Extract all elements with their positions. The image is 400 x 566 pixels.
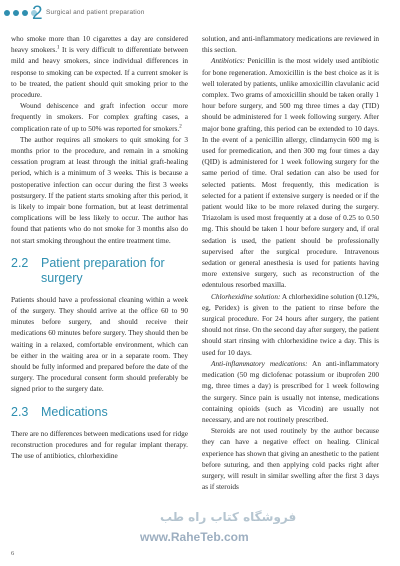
header-dot-icon	[4, 10, 10, 16]
header-dot-icon	[22, 10, 28, 16]
section-heading-2-2	[11, 256, 188, 286]
header-dot-icon	[13, 10, 19, 16]
citation: 1	[57, 45, 60, 51]
chapter-title: Surgical and patient preparation	[46, 9, 145, 16]
section-heading-2-3	[11, 405, 188, 420]
run-in-heading: Anti-inflammatory medications:	[211, 358, 308, 368]
chapter-number: 2	[32, 3, 43, 24]
running-header	[0, 0, 400, 26]
paragraph: There are no differences between medications used for ridge reconstruction procedures and for regular implant therapy. The use of antibiotics, chlorhexidine	[11, 428, 188, 461]
watermark-url: www.RaheTeb.com	[140, 530, 249, 544]
paragraph: Steroids are not used routinely by the author because they can have a negative effect on healing. Clinical experience has shown that giving an anesthetic to the patient before suturing, and then applying cold packs right after surgery, will result in similar swelling after the first 3 days as if steroids	[202, 426, 379, 492]
left-column	[11, 33, 188, 461]
paragraph: Chlorhexidine solution: A chlorhexidine solution (0.12%, eg, Peridex) is given to the patient to rinse before the surgical procedure. For 24 hours after surgery, the patient should not rinse. On the second day after surgery, the patient should start rinsing with chlorhexidine twice a day. This is used for 10 days.	[202, 291, 380, 357]
watermark-text: فروشگاه کتاب راه طب	[160, 510, 297, 524]
paragraph: Patients should have a professional cleaning within a week of the surgery. They should arrive at the office 60 to 90 minutes before surgery, and should receive their medications 60 minutes before surgery. They should then be waiting in a relaxed, comfortable environment, which can be either in the waiting area or in a separate room. They should be fully informed and prepared before the date of the surgery. The procedural consent form should preferably be signed prior to the surgery date.	[11, 294, 188, 394]
section-title: Patient preparation for surgery	[41, 255, 165, 285]
paragraph: solution, and anti-inflammatory medications are reviewed in this section.	[202, 34, 379, 55]
section-title: Medications	[41, 404, 108, 419]
section-number: 2.3	[11, 404, 29, 419]
right-column	[202, 33, 379, 492]
paragraph: Antibiotics: Penicillin is the most widely used antibiotic for bone regeneration. Amoxicillin is the best choice as it is well tolerated by patients, unlike amoxicillin clavulanic acid complex. Two grams of amoxicillin should be taken orally 1 hour before surgery, and 500 mg three times a day (TID) should be administered for 1 week following surgery. After major bone grafting, this period can be extended to 10 days. In the event of a penicillin allergy, clindamycin 600 mg is used for premedication, and then 300 mg four times a day (QID) is administered for 1 week following surgery for the same period of time. Oral sedation can also be used for selected patients. Most frequently, this medication is selected for a patient if extensive surgery is needed or if the patient would like to be more relaxed during the surgery. Triazolam is used most frequently at a dose of 0.25 to 0.50 mg. This should be taken 1 hour before surgery and, if oral sedation is used, the patient should be professionally supervised after the surgical procedure. Intravenous sedation or general anesthesia is used for patients having more extensive surgery, such as reconstruction of the edentulous resorbed maxilla.	[202, 56, 379, 290]
paragraph: The author requires all smokers to quit smoking for 3 months prior to the procedure, and remain in a smoking cessation program at least through the initial graft-healing period, which is a minimum of 3 weeks. This is because a postoperative infection can occur during the first 3 weeks postsurgery. If the patient starts smoking after this period, it is likely to impair bone formation, but at least detrimental complications will be less likely to occur. The author has found that patients who do not smoke for 3 months also do not start smoking throughout the entire treatment time.	[11, 134, 188, 245]
citation: 2	[179, 124, 182, 130]
watermark-logo	[140, 510, 297, 554]
section-number: 2.2	[11, 255, 29, 270]
paragraph: Anti-inflammatory medications: An anti-inflammatory medication (50 mg diclofenac potassium or ibuprofen 200 mg, three times a day) is prescribed for 1 week following the surgery. Since pain is usually not intense, medications containing opioids (such as Vicodin) are usually not necessary, and are not routinely prescribed.	[202, 358, 379, 424]
paragraph: who smoke more than 10 cigarettes a day are considered heavy smokers.$^1$ It is very difficult to differentiate between mild and heavy smokers, since individual differences in response to smoking can be expected. If a current smoker is to be treated, the patient should quit smoking prior to the procedure.	[11, 34, 188, 100]
paragraph: Wound dehiscence and graft infection occur more frequently in smokers. For complex grafting cases, a complication rate of up to 50% was reported for smokers.$^2$	[11, 101, 188, 133]
run-in-heading: Chlorhexidine solution:	[211, 291, 281, 301]
page-number: 6	[11, 550, 15, 557]
run-in-heading: Antibiotics:	[211, 56, 246, 66]
